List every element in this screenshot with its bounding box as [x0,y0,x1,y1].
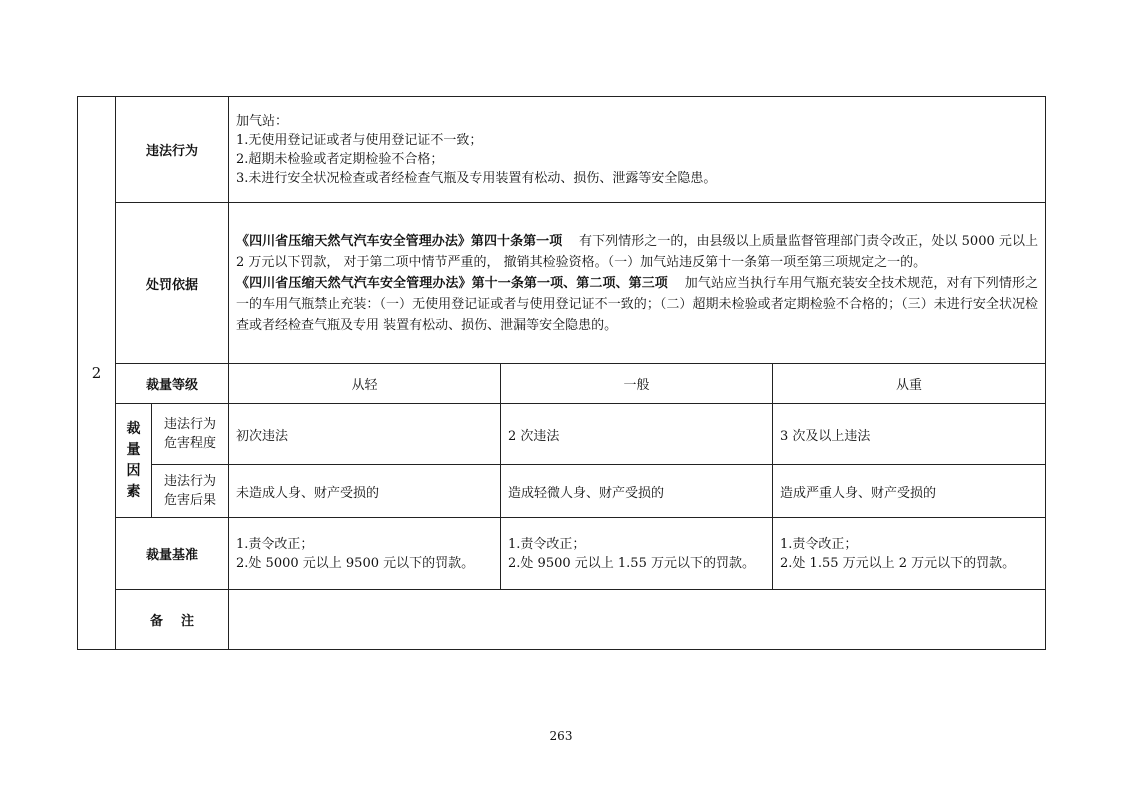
page-number: 263 [549,729,573,743]
standard-light [229,518,501,590]
consequence-light: 未造成人身、财产受损的 [229,465,501,518]
degree-label [152,404,229,465]
standard-heavy [773,518,1046,590]
degree-normal: 2 次违法 [501,404,773,465]
remarks-label [116,590,229,650]
degree-label-line: 违法行为 [164,417,217,432]
basis-label: 处罚依据 [116,203,229,364]
law2-title: 《四川省压缩天然气汽车安全管理办法》第十一条第一项、第二项、第三项 [236,275,668,291]
violation-line: 1.无使用登记证或者与使用登记证不一致； [236,132,483,148]
standard-line: 1.责令改正； [236,536,314,552]
factor-degree-row [78,404,1046,465]
standard-line: 2.处 1.55 万元以上 2 万元以下的罚款。 [780,555,1016,571]
law1-title: 《四川省压缩天然气汽车安全管理办法》第四十条第一项 [236,233,563,249]
remarks-content [229,590,1046,650]
standard-line: 1.责令改正； [780,536,858,552]
standard-line: 1.责令改正； [508,536,586,552]
degree-light: 初次违法 [229,404,501,465]
row-number: 2 [78,97,116,650]
remarks-row [78,590,1046,650]
factors-char: 裁 [126,420,141,437]
consequence-normal: 造成轻微人身、财产受损的 [501,465,773,518]
standard-line: 2.处 9500 元以上 1.55 万元以下的罚款。 [508,555,755,571]
standard-row [78,518,1046,590]
factor-consequence-row [78,465,1046,518]
standard-line: 2.处 5000 元以上 9500 元以下的罚款。 [236,555,475,571]
remarks-label-text: 备注 [150,614,213,629]
violation-row [78,97,1046,203]
level-light: 从轻 [229,364,501,404]
penalty-standard-table [77,96,1046,650]
level-row [78,364,1046,404]
factors-char: 素 [126,483,141,500]
consequence-label-line: 危害后果 [164,493,217,508]
violation-line: 3.未进行安全状况检查或者经检查气瓶及专用装置有松动、损伤、泄露等安全隐患。 [236,170,717,186]
basis-content [229,203,1046,364]
factors-label [116,404,152,518]
degree-heavy: 3 次及以上违法 [773,404,1046,465]
basis-row [78,203,1046,364]
consequence-label [152,465,229,518]
violation-content [229,97,1046,203]
factors-char: 量 [126,441,141,458]
level-normal: 一般 [501,364,773,404]
consequence-label-line: 违法行为 [164,474,217,489]
factors-char: 因 [126,462,141,479]
violation-label: 违法行为 [116,97,229,203]
violation-line: 加气站： [236,113,289,129]
violation-line: 2.超期未检验或者定期检验不合格； [236,151,444,167]
consequence-heavy: 造成严重人身、财产受损的 [773,465,1046,518]
law1-text: 有下列情形之一的，由县级以上质量监督管理部门责令改正，处以 5000 元以上 2 万元以下罚款， 对于第二项中情节严重的， 撤销其检验资格。（一）加气站违反第十一条第一项至第三项规定之一的。 [236,233,1039,270]
level-label: 裁量等级 [116,364,229,404]
standard-label: 裁量基准 [116,518,229,590]
law2-text: 加气站应当执行车用气瓶充装安全技术规范，对有下列情形之一的车用气瓶禁止充装：（一）无使用登记证或者与使用登记证不一致的；（二）超期未检验或者定期检验不合格的；（三）未进行安全状况检查或者经检查气瓶及专用 装置有松动、损伤、泄漏等安全隐患的。 [236,275,1039,333]
standard-normal [501,518,773,590]
degree-label-line: 危害程度 [164,436,217,451]
level-heavy: 从重 [773,364,1046,404]
